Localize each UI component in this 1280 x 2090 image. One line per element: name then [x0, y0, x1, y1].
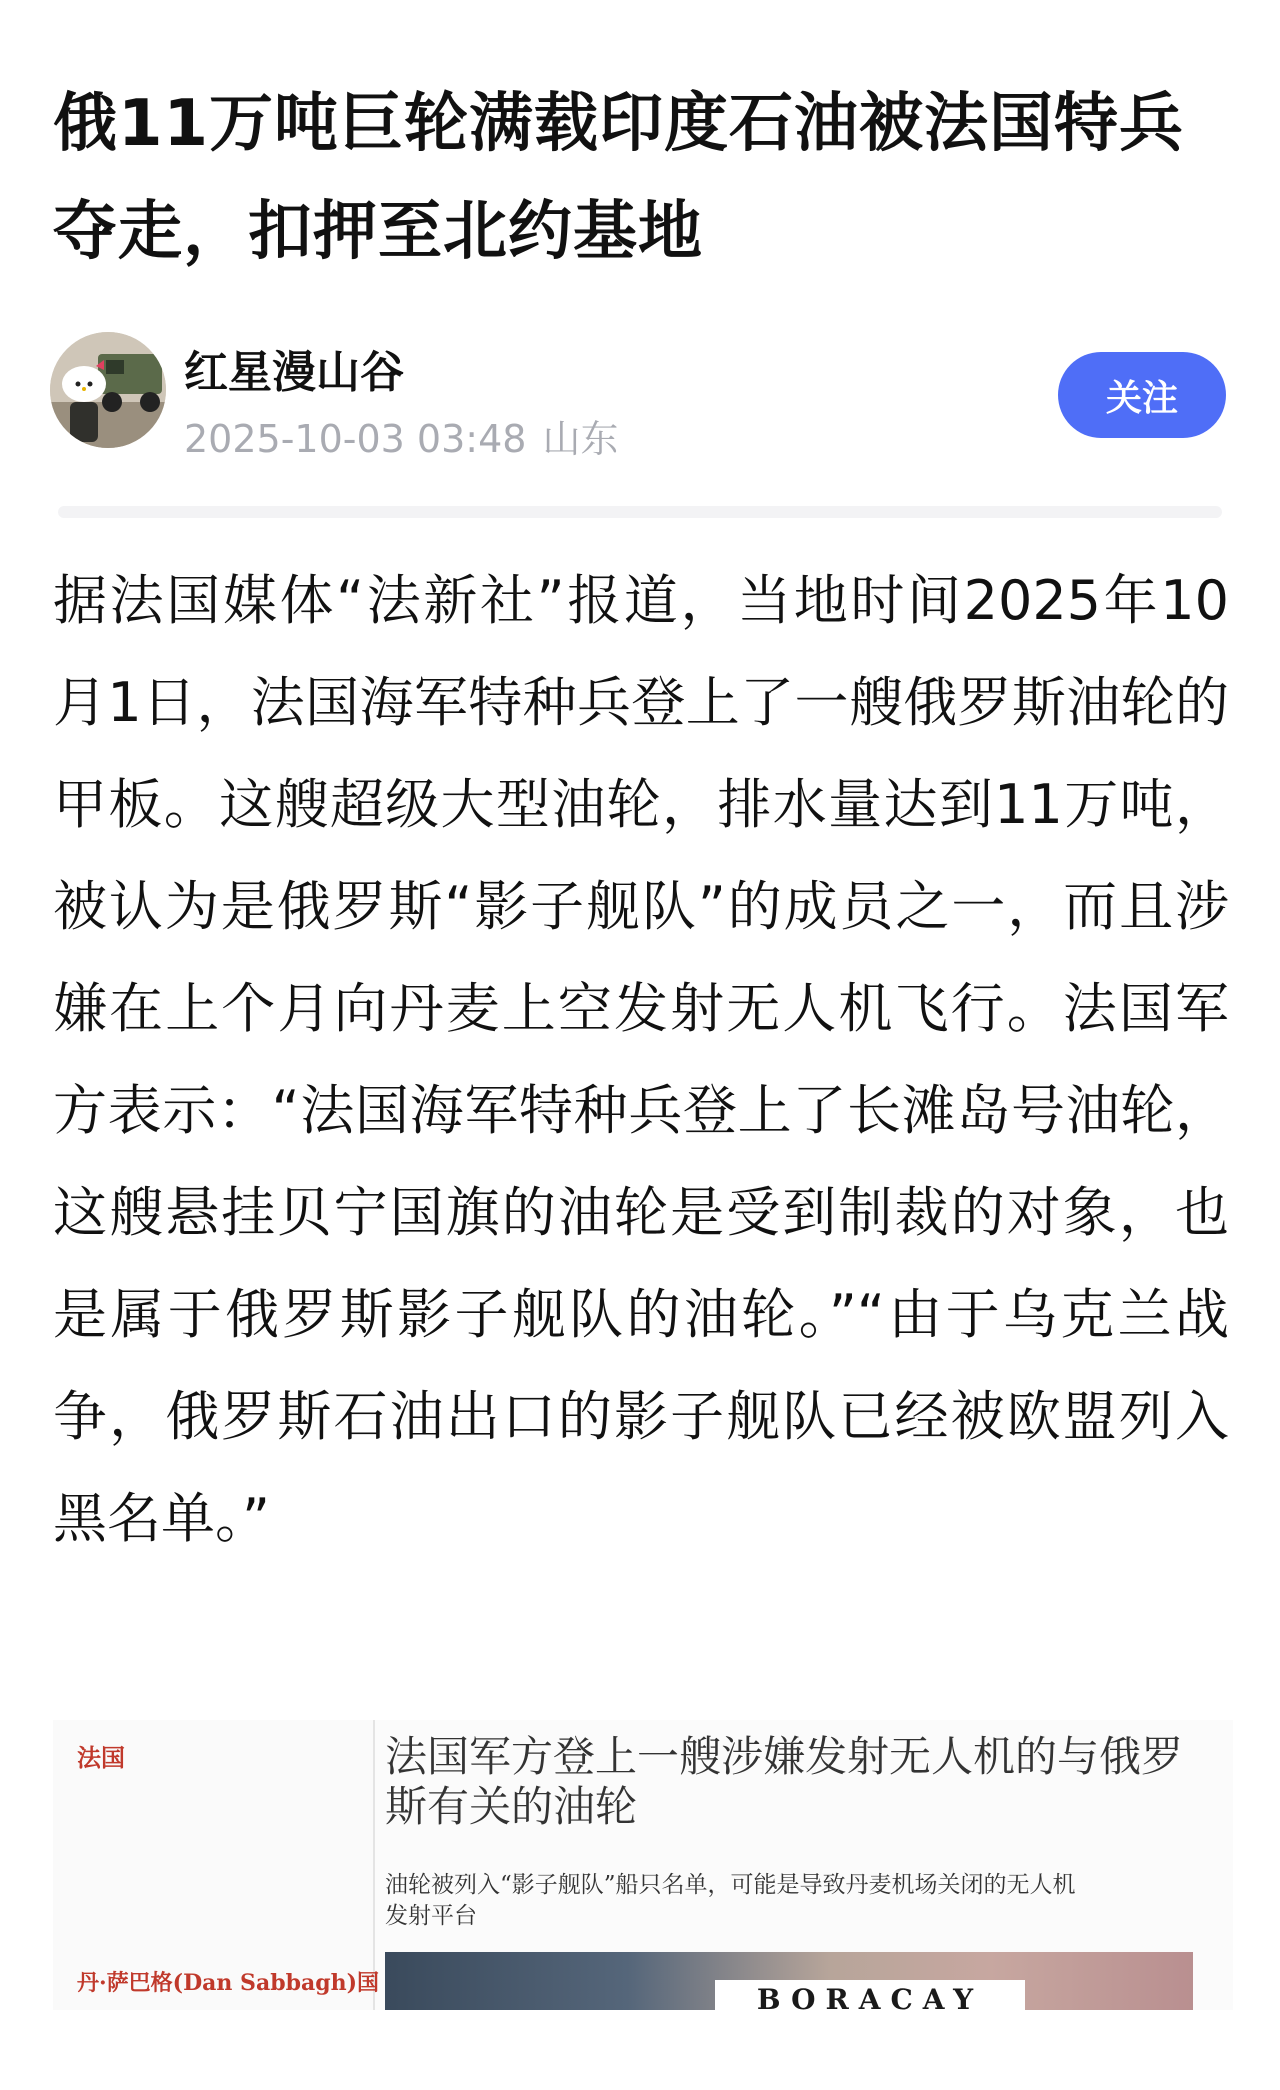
clipping-section-label: 法国	[77, 1743, 125, 1772]
post-location: 山东	[542, 417, 619, 461]
author-avatar[interactable]	[50, 332, 166, 448]
follow-button[interactable]: 关注	[1058, 352, 1226, 438]
page-title: 俄11万吨巨轮满载印度石油被法国特兵夺走，扣押至北约基地	[53, 87, 1185, 269]
embedded-news-clipping[interactable]	[53, 1720, 1233, 2010]
author-name[interactable]: 红星漫山谷	[184, 347, 404, 398]
clipping-photo	[385, 1952, 1193, 2010]
divider	[58, 506, 1222, 518]
photo-ship-name: BORACAY	[715, 1980, 1025, 2010]
clipping-left-column	[53, 1720, 380, 2010]
article-body: 据法国媒体“法新社”报道，当地时间2025年10月1日，法国海军特种兵登上了一艘俄罗斯油轮的甲板。这艘超级大型油轮，排水量达到11万吨，被认为是俄罗斯“影子舰队”的成员之一，而且涉嫌在上个月向丹麦上空发射无人机飞行。法国军方表示：“法国海军特种兵登上了长滩岛号油轮，这艘悬挂贝宁国旗的油轮是受到制裁的对象，也是属于俄罗斯影子舰队的油轮。”“由于乌克兰战争，俄罗斯石油出口的影子舰队已经被欧盟列入黑名单。”	[53, 569, 1229, 1550]
avatar-image	[50, 332, 166, 448]
clipping-author-line: 丹·萨巴格(Dan Sabbagh)国	[77, 1970, 380, 1996]
post-datetime: 2025-10-03 03:48	[184, 417, 527, 461]
clipping-headline: 法国军方登上一艘涉嫌发射无人机的与俄罗斯有关的油轮	[385, 1732, 1184, 1831]
post-meta	[184, 408, 618, 463]
clipping-subheadline: 油轮被列入“影子舰队”船只名单，可能是导致丹麦机场关闭的无人机发射平台	[385, 1872, 1076, 1929]
